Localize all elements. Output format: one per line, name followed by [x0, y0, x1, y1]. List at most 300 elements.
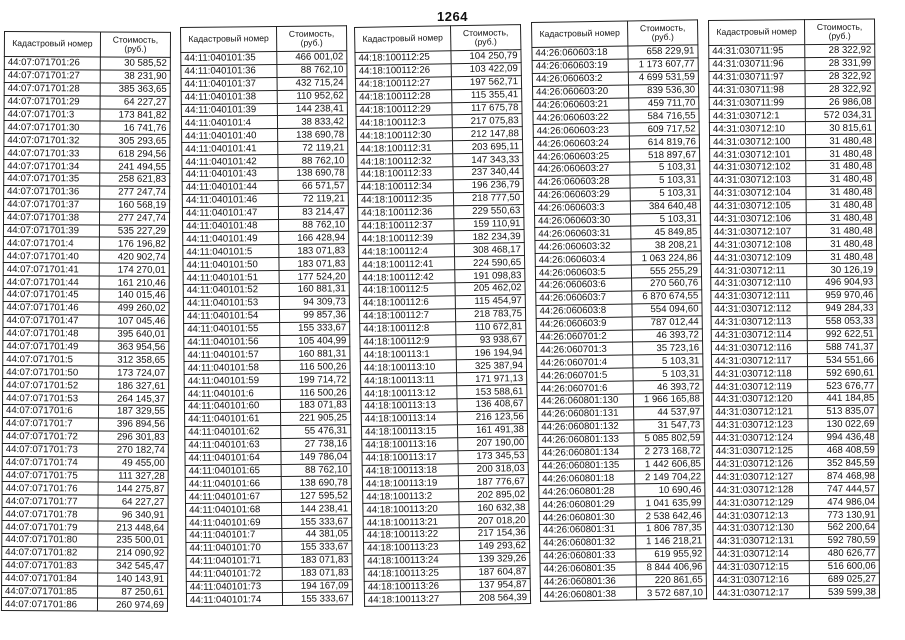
- cadastral-number-cell: 44:18:100112:4: [358, 244, 454, 259]
- cadastral-number-cell: 44:18:100113:25: [364, 566, 460, 581]
- cost-cell: 94 309,73: [279, 296, 349, 310]
- cadastral-number-cell: 44:07:071701:53: [3, 392, 99, 405]
- cadastral-number-cell: 44:31:030712:108: [710, 238, 806, 252]
- column-header-cost: Стоимость, (руб.): [100, 32, 170, 57]
- cost-cell: 342 545,47: [98, 560, 168, 573]
- cost-cell: 140 143,91: [98, 573, 168, 586]
- table-row: [2, 417, 168, 431]
- cadastral-number-cell: 44:11:040101:51: [183, 271, 279, 285]
- cadastral-number-cell: 44:11:040101:42: [182, 155, 278, 169]
- cost-cell: 183 071,83: [282, 566, 352, 580]
- cadastral-number-cell: 44:07:071701:86: [1, 598, 97, 611]
- cost-cell: 6 870 674,55: [632, 290, 702, 304]
- cost-cell: 144 238,41: [281, 502, 351, 516]
- cost-cell: 205 462,02: [455, 282, 525, 296]
- table-row: [3, 289, 169, 303]
- cadastral-number-cell: 44:18:100112:34: [357, 180, 453, 195]
- cost-cell: 572 034,31: [805, 108, 875, 122]
- cadastral-number-cell: 44:11:040101:40: [182, 129, 278, 143]
- cost-cell: 88 762,10: [279, 218, 349, 232]
- cadastral-number-cell: 44:07:071701:38: [3, 211, 99, 224]
- cadastral-number-cell: 44:11:040101:63: [185, 438, 281, 452]
- cadastral-number-cell: 44:31:030712:113: [711, 315, 807, 329]
- table-row: [2, 546, 168, 560]
- cadastral-number-cell: 44:26:060603:9: [536, 317, 632, 331]
- table-row: [186, 592, 352, 607]
- cost-cell: 117 675,78: [452, 101, 522, 115]
- cadastral-number-cell: 44:07:071701:41: [3, 263, 99, 276]
- cost-cell: 160 568,19: [100, 199, 170, 212]
- cost-cell: 480 626,77: [809, 547, 879, 561]
- cadastral-number-cell: 44:26:060801:38: [540, 587, 636, 601]
- cost-cell: 130 022,69: [808, 418, 878, 432]
- cadastral-number-cell: 44:26:060603:24: [533, 136, 629, 150]
- cadastral-number-cell: 44:18:100113:13: [361, 399, 457, 414]
- cost-cell: 270 182,74: [98, 444, 168, 457]
- cadastral-number-cell: 44:11:040101:4: [181, 116, 277, 130]
- cost-cell: 874 468,98: [808, 469, 878, 483]
- cadastral-number-cell: 44:11:040101:72: [186, 567, 282, 581]
- cost-cell: 38 231,90: [100, 70, 170, 83]
- cadastral-number-cell: 44:31:030712:124: [712, 431, 808, 445]
- cost-cell: 96 340,91: [98, 508, 168, 521]
- cost-cell: 137 954,87: [460, 578, 530, 592]
- cost-cell: 459 711,70: [629, 96, 699, 110]
- cost-cell: 45 849,85: [631, 225, 701, 239]
- cadastral-number-cell: 44:31:030712:103: [710, 174, 806, 188]
- cost-cell: 558 053,33: [807, 315, 877, 329]
- cost-cell: 144 238,41: [277, 102, 347, 116]
- cadastral-number-cell: 44:11:040101:35: [181, 51, 277, 65]
- cadastral-number-cell: 44:18:100113:20: [363, 502, 459, 517]
- cadastral-number-cell: 44:26:060801:134: [538, 446, 634, 460]
- cost-cell: 199 714,72: [280, 373, 350, 387]
- cost-cell: 217 154,36: [459, 526, 529, 540]
- cost-cell: 217 075,83: [452, 114, 522, 128]
- cadastral-number-cell: 44:07:071701:80: [2, 533, 98, 546]
- cost-cell: 277 247,74: [100, 186, 170, 199]
- cost-cell: 44 537,97: [634, 406, 704, 420]
- cost-cell: 155 333,67: [282, 541, 352, 555]
- column-header-cost: Стоимость, (руб.): [450, 25, 520, 51]
- cadastral-number-cell: 44:07:071701:45: [3, 289, 99, 302]
- cadastral-number-cell: 44:07:071701:26: [4, 57, 100, 70]
- cadastral-number-cell: 44:31:030711:96: [709, 58, 805, 72]
- cadastral-number-cell: 44:11:040101:58: [184, 361, 280, 375]
- table-header-row: [532, 20, 698, 48]
- cadastral-number-cell: 44:07:071701:39: [3, 224, 99, 237]
- table-row: [3, 250, 169, 264]
- table-row: [3, 276, 169, 290]
- table-row: [2, 456, 168, 470]
- table-row: [4, 134, 170, 148]
- cadastral-number-cell: 44:11:040101:7: [186, 528, 282, 542]
- cadastral-number-cell: 44:07:071701:27: [4, 69, 100, 82]
- table-row: [3, 379, 169, 393]
- cost-cell: 1 806 787,35: [635, 522, 705, 536]
- cost-cell: 523 676,77: [808, 379, 878, 393]
- cadastral-number-cell: 44:11:040101:56: [184, 335, 280, 349]
- cost-cell: 218 777,50: [453, 191, 523, 205]
- table-row: [4, 185, 170, 199]
- cadastral-number-cell: 44:07:071701:36: [4, 185, 100, 198]
- cadastral-number-cell: 44:31:030712:14: [713, 547, 809, 561]
- cadastral-number-cell: 44:18:100113:23: [363, 541, 459, 556]
- cadastral-number-cell: 44:26:060603:3: [534, 201, 630, 215]
- cost-cell: 83 214,47: [278, 205, 348, 219]
- cadastral-number-cell: 44:26:060701:4: [537, 355, 633, 369]
- table-row: [540, 586, 706, 601]
- cost-cell: 116 500,26: [280, 386, 350, 400]
- cost-cell: 224 590,65: [455, 256, 525, 270]
- cadastral-number-cell: 44:18:100113:1: [360, 347, 456, 362]
- cadastral-number-cell: 44:26:060801:133: [538, 433, 634, 447]
- cost-cell: 110 952,62: [277, 89, 347, 103]
- cost-cell: 30 585,52: [100, 57, 170, 70]
- cadastral-number-cell: 44:18:100113:27: [364, 592, 460, 607]
- cost-cell: 2 538 642,46: [635, 509, 705, 523]
- cost-cell: 196 236,79: [453, 178, 523, 192]
- cost-cell: 296 301,83: [98, 431, 168, 444]
- cost-cell: 161 210,46: [99, 276, 169, 289]
- cost-cell: 614 819,76: [629, 135, 699, 149]
- cadastral-number-cell: 44:18:100112:31: [357, 141, 453, 156]
- cost-cell: 214 090,92: [98, 547, 168, 560]
- cost-cell: 187 776,67: [458, 475, 528, 489]
- cadastral-number-cell: 44:26:060603:4: [535, 252, 631, 266]
- cadastral-number-cell: 44:11:040101:74: [186, 593, 282, 607]
- cost-cell: 5 103,31: [630, 161, 700, 175]
- cost-cell: 177 524,20: [279, 270, 349, 284]
- cadastral-number-cell: 44:11:040101:69: [186, 516, 282, 530]
- cost-cell: 2 273 168,72: [634, 444, 704, 458]
- cost-cell: 5 103,31: [630, 174, 700, 188]
- cadastral-number-cell: 44:07:071701:84: [2, 572, 98, 585]
- table-row: [3, 224, 169, 238]
- cost-cell: 149 293,62: [459, 539, 529, 553]
- cost-cell: 1 146 218,21: [636, 535, 706, 549]
- cadastral-number-cell: 44:07:071701:37: [4, 198, 100, 211]
- cadastral-number-cell: 44:26:060603:28: [534, 175, 630, 189]
- table-row: [2, 508, 168, 522]
- cadastral-number-cell: 44:31:030712:119: [712, 380, 808, 394]
- cadastral-number-cell: 44:31:030712:112: [711, 302, 807, 316]
- column-header-cadastral: Кадастровый номер: [181, 26, 277, 52]
- cost-cell: 138 690,78: [278, 128, 348, 142]
- cost-cell: 787 012,44: [632, 316, 702, 330]
- cost-cell: 207 018,20: [459, 514, 529, 528]
- cost-cell: 64 227,27: [98, 495, 168, 508]
- table-row: [3, 353, 169, 367]
- cadastral-number-cell: 44:31:030712:111: [711, 290, 807, 304]
- cost-cell: 619 955,92: [636, 548, 706, 562]
- cadastral-number-cell: 44:11:040101:57: [184, 348, 280, 362]
- cadastral-number-cell: 44:31:030712:118: [712, 367, 808, 381]
- cadastral-number-cell: 44:18:100112:9: [360, 334, 456, 349]
- cadastral-number-cell: 44:26:060603:30: [535, 214, 631, 228]
- cadastral-number-cell: 44:18:100113:14: [361, 412, 457, 427]
- cost-cell: 155 333,67: [280, 321, 350, 335]
- cost-cell: 5 085 802,59: [634, 432, 704, 446]
- cadastral-number-cell: 44:07:071701:49: [3, 340, 99, 353]
- cost-cell: 115 454,97: [455, 294, 525, 308]
- cadastral-number-cell: 44:18:100113:24: [364, 553, 460, 568]
- table-row: [4, 173, 170, 187]
- cost-cell: 160 881,31: [280, 347, 350, 361]
- cadastral-number-cell: 44:11:040101:6: [184, 387, 280, 401]
- table-row: [3, 237, 169, 251]
- cadastral-number-cell: 44:31:030712:11: [711, 264, 807, 278]
- cost-cell: 55 476,31: [281, 425, 351, 439]
- cadastral-number-cell: 44:31:030712:131: [713, 534, 809, 548]
- cost-cell: 212 147,88: [452, 127, 522, 141]
- cadastral-number-cell: 44:26:060603:27: [534, 162, 630, 176]
- table-row: [1, 598, 167, 612]
- cadastral-number-cell: 44:11:040101:68: [185, 503, 281, 517]
- cost-cell: 159 110,91: [454, 217, 524, 231]
- table-row: [4, 57, 170, 71]
- cadastral-number-cell: 44:26:060603:29: [534, 188, 630, 202]
- cost-cell: 395 640,01: [99, 328, 169, 341]
- cost-cell: 216 123,56: [457, 410, 527, 424]
- cadastral-number-cell: 44:18:100112:35: [357, 193, 453, 208]
- cost-cell: 88 762,10: [281, 463, 351, 477]
- cost-cell: 28 331,99: [805, 57, 875, 71]
- cadastral-number-cell: 44:31:030711:98: [709, 83, 805, 97]
- cost-cell: 110 672,81: [456, 320, 526, 334]
- cost-cell: 138 690,78: [278, 167, 348, 181]
- cadastral-number-cell: 44:07:071701:72: [2, 430, 98, 443]
- table-row: [713, 585, 879, 599]
- cadastral-number-cell: 44:18:100112:29: [356, 102, 452, 117]
- cadastral-number-cell: 44:31:030712:123: [712, 418, 808, 432]
- cadastral-number-cell: 44:11:040101:37: [181, 77, 277, 91]
- cadastral-number-cell: 44:31:030712:116: [711, 341, 807, 355]
- cadastral-number-cell: 44:11:040101:70: [186, 541, 282, 555]
- cost-cell: 31 480,48: [806, 212, 876, 226]
- cadastral-number-cell: 44:11:040101:53: [183, 296, 279, 310]
- column-header-cost: Стоимость, (руб.): [276, 26, 346, 52]
- cost-cell: 221 905,25: [281, 412, 351, 426]
- table-row: [4, 147, 170, 161]
- column-header-cost: Стоимость, (руб.): [805, 19, 875, 45]
- cadastral-number-cell: 44:11:040101:39: [181, 103, 277, 117]
- cost-table-1: [1, 31, 171, 612]
- cadastral-number-cell: 44:31:030712:126: [712, 457, 808, 471]
- cost-cell: 105 404,99: [280, 334, 350, 348]
- cost-cell: 191 098,83: [455, 269, 525, 283]
- cost-cell: 31 480,48: [807, 250, 877, 264]
- cost-cell: 88 762,10: [277, 64, 347, 78]
- cost-cell: 99 857,36: [279, 309, 349, 323]
- cost-cell: 241 494,55: [100, 160, 170, 173]
- cost-cell: 49 455,00: [98, 457, 168, 470]
- cost-cell: 396 894,56: [98, 418, 168, 431]
- cadastral-number-cell: 44:11:040101:44: [182, 180, 278, 194]
- cost-cell: 28 322,92: [805, 44, 875, 58]
- cost-cell: 994 436,48: [808, 431, 878, 445]
- column-header-cadastral: Кадастровый номер: [355, 26, 451, 53]
- cadastral-number-cell: 44:26:060603:20: [533, 85, 629, 99]
- cadastral-number-cell: 44:31:030712:107: [710, 225, 806, 239]
- cost-cell: 31 480,48: [806, 199, 876, 213]
- cadastral-number-cell: 44:31:030712:104: [710, 186, 806, 200]
- table-row: [2, 443, 168, 457]
- cost-cell: 592 690,61: [808, 366, 878, 380]
- cost-cell: 839 536,30: [628, 84, 698, 98]
- cost-cell: 38 208,21: [631, 238, 701, 252]
- cadastral-number-cell: 44:18:100112:28: [356, 89, 452, 104]
- cost-cell: 197 562,71: [451, 75, 521, 89]
- cadastral-number-cell: 44:07:071701:6: [2, 405, 98, 418]
- cadastral-number-cell: 44:07:071701:32: [4, 134, 100, 147]
- table-row: [2, 405, 168, 419]
- cost-cell: 618 294,56: [100, 147, 170, 160]
- cost-cell: 305 293,65: [100, 134, 170, 147]
- cadastral-number-cell: 44:31:030712:13: [713, 509, 809, 523]
- cadastral-number-cell: 44:31:030711:99: [709, 96, 805, 110]
- cost-cell: 46 393,72: [632, 328, 702, 342]
- table-row: [3, 211, 169, 225]
- cadastral-number-cell: 44:18:100112:5: [359, 283, 455, 298]
- cost-cell: 220 861,65: [636, 573, 706, 587]
- cadastral-number-cell: 44:18:100112:6: [359, 296, 455, 311]
- cost-cell: 10 690,46: [635, 483, 705, 497]
- cadastral-number-cell: 44:18:100112:32: [357, 154, 453, 169]
- cadastral-number-cell: 44:26:060603:19: [532, 59, 628, 73]
- cost-cell: 31 480,48: [806, 173, 876, 187]
- cost-cell: 384 640,48: [630, 200, 700, 214]
- cost-cell: 208 564,39: [460, 591, 530, 605]
- cost-cell: 16 741,76: [100, 121, 170, 134]
- cost-cell: 183 071,83: [282, 553, 352, 567]
- cost-cell: 44 381,05: [282, 528, 352, 542]
- cadastral-number-cell: 44:26:060801:35: [540, 562, 636, 576]
- column-header-cadastral: Кадастровый номер: [709, 20, 805, 46]
- cadastral-number-cell: 44:07:071701:82: [2, 546, 98, 559]
- cost-cell: 308 468,17: [454, 243, 524, 257]
- table-row: [4, 108, 170, 122]
- cost-cell: 161 491,38: [457, 423, 527, 437]
- cadastral-number-cell: 44:07:071701:46: [3, 301, 99, 314]
- cadastral-number-cell: 44:26:060603:2: [532, 72, 628, 86]
- cost-cell: 218 783,75: [455, 307, 525, 321]
- cost-cell: 194 167,09: [282, 579, 352, 593]
- cadastral-number-cell: 44:07:071701:4: [3, 237, 99, 250]
- cost-cell: 325 387,94: [456, 359, 526, 373]
- cadastral-number-cell: 44:31:030712:102: [710, 161, 806, 175]
- cost-cell: 149 786,04: [281, 450, 351, 464]
- cadastral-number-cell: 44:31:030712:100: [710, 135, 806, 149]
- cost-cell: 264 145,37: [99, 392, 169, 405]
- cadastral-number-cell: 44:18:100112:26: [355, 64, 451, 79]
- cost-cell: 116 500,26: [280, 360, 350, 374]
- cadastral-number-cell: 44:26:060701:5: [537, 368, 633, 382]
- cadastral-number-cell: 44:11:040101:41: [182, 142, 278, 156]
- table-row: [3, 340, 169, 354]
- cost-cell: 592 780,59: [809, 534, 879, 548]
- cadastral-number-cell: 44:18:100112:8: [360, 321, 456, 336]
- cost-cell: 66 571,57: [278, 180, 348, 194]
- cost-cell: 235 500,01: [98, 534, 168, 547]
- cadastral-number-cell: 44:11:040101:73: [186, 580, 282, 594]
- cadastral-number-cell: 44:26:060801:18: [539, 471, 635, 485]
- cadastral-number-cell: 44:11:040101:38: [181, 90, 277, 104]
- cadastral-number-cell: 44:26:060801:135: [538, 458, 634, 472]
- table-row: [3, 327, 169, 341]
- cost-cell: 213 448,64: [98, 521, 168, 534]
- cadastral-number-cell: 44:31:030712:120: [712, 393, 808, 407]
- cost-cell: 186 327,61: [99, 379, 169, 392]
- cadastral-number-cell: 44:07:071701:44: [3, 276, 99, 289]
- cost-cell: 496 904,93: [807, 276, 877, 290]
- cost-cell: 187 604,87: [460, 565, 530, 579]
- cost-cell: 171 971,13: [457, 372, 527, 386]
- cadastral-number-cell: 44:18:100112:7: [359, 309, 455, 324]
- cost-cell: 5 103,31: [633, 354, 703, 368]
- cost-cell: 111 327,28: [98, 469, 168, 482]
- cost-cell: 160 632,38: [459, 501, 529, 515]
- cadastral-number-cell: 44:11:040101:55: [184, 322, 280, 336]
- cadastral-number-cell: 44:31:030712:117: [711, 354, 807, 368]
- cost-cell: 499 260,02: [99, 302, 169, 315]
- cost-cell: 144 275,87: [98, 482, 168, 495]
- cadastral-number-cell: 44:11:040101:66: [185, 477, 281, 491]
- cadastral-number-cell: 44:18:100112:41: [359, 257, 455, 272]
- cadastral-number-cell: 44:26:060701:3: [537, 342, 633, 356]
- cadastral-number-cell: 44:18:100113:21: [363, 515, 459, 530]
- cost-cell: 992 622,51: [807, 328, 877, 342]
- cost-cell: 237 340,44: [453, 166, 523, 180]
- cadastral-number-cell: 44:18:100112:25: [355, 51, 451, 66]
- cost-table-3: [354, 24, 531, 607]
- table-row: [364, 591, 530, 607]
- cadastral-number-cell: 44:11:040101:65: [185, 464, 281, 478]
- cadastral-number-cell: 44:26:060603:22: [533, 110, 629, 124]
- cost-cell: 5 103,31: [630, 187, 700, 201]
- cadastral-number-cell: 44:31:030712:15: [713, 560, 809, 574]
- cost-cell: 270 560,76: [632, 277, 702, 291]
- cadastral-number-cell: 44:07:071701:75: [2, 469, 98, 482]
- cadastral-number-cell: 44:18:100113:18: [362, 463, 458, 478]
- cadastral-number-cell: 44:11:040101:47: [182, 206, 278, 220]
- cadastral-number-cell: 44:31:030712:110: [711, 277, 807, 291]
- cost-cell: 35 723,16: [633, 341, 703, 355]
- cadastral-number-cell: 44:11:040101:64: [185, 451, 281, 465]
- cadastral-number-cell: 44:31:030712:130: [713, 522, 809, 536]
- cadastral-number-cell: 44:31:030712:16: [713, 573, 809, 587]
- table-row: [2, 430, 168, 444]
- cost-cell: 535 227,29: [99, 225, 169, 238]
- table-row: [3, 263, 169, 277]
- cost-cell: 352 845,59: [808, 457, 878, 471]
- page-number: 1264: [437, 9, 468, 24]
- cost-cell: 363 954,56: [99, 341, 169, 354]
- cadastral-number-cell: 44:07:071701:50: [3, 366, 99, 379]
- cadastral-number-cell: 44:07:071701:48: [3, 327, 99, 340]
- cadastral-number-cell: 44:07:071701:73: [2, 443, 98, 456]
- cadastral-number-cell: 44:31:030711:97: [709, 70, 805, 84]
- cadastral-number-cell: 44:07:071701:79: [2, 521, 98, 534]
- cadastral-number-cell: 44:31:030712:10: [709, 122, 805, 136]
- cadastral-number-cell: 44:18:100113:26: [364, 579, 460, 594]
- cadastral-number-cell: 44:18:100113:15: [361, 425, 457, 440]
- cadastral-number-cell: 44:31:030712:128: [713, 483, 809, 497]
- cadastral-number-cell: 44:18:100113:10: [360, 360, 456, 375]
- cost-cell: 385 363,65: [100, 83, 170, 96]
- cost-cell: 183 071,83: [279, 244, 349, 258]
- table-row: [4, 82, 170, 96]
